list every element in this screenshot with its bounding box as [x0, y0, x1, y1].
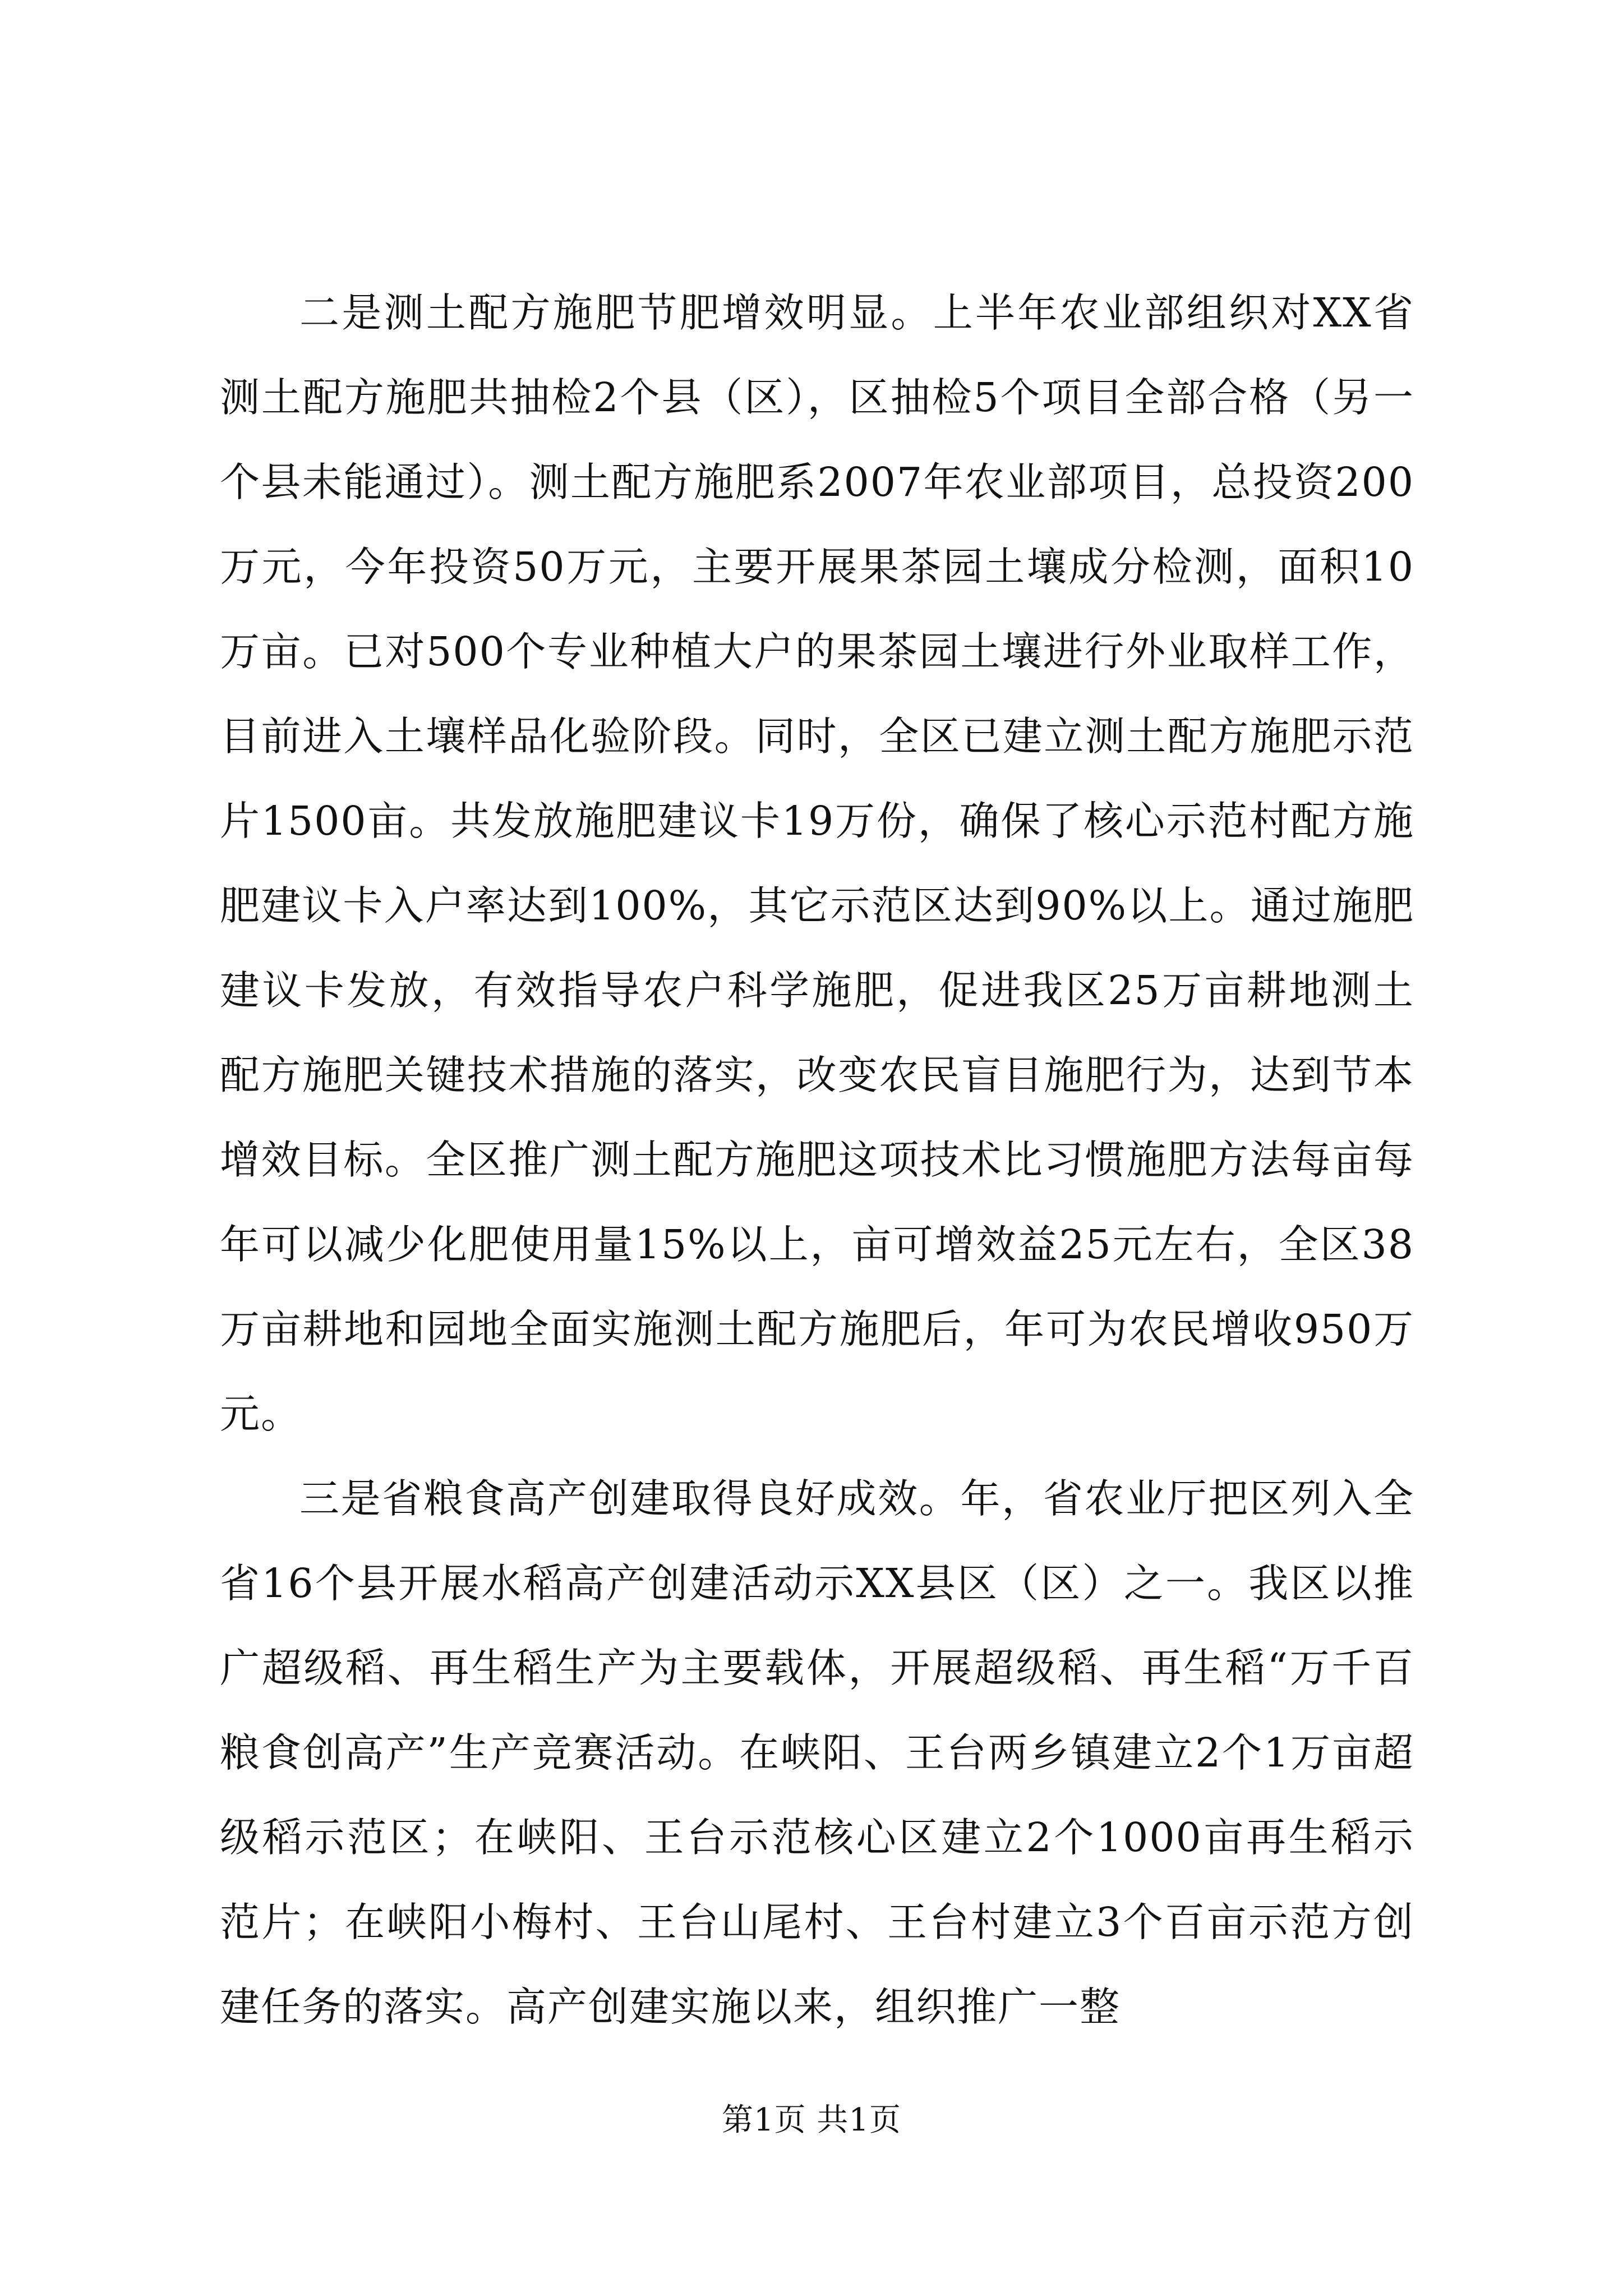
- page-footer: 第1页 共1页: [721, 2102, 902, 2138]
- paragraph-grain-high-yield: 三是省粮食高产创建取得良好成效。年，省农业厅把区列入全省16个县开展水稻高产创建活动示XX县区（区）之一。我区以推广超级稻、再生稻生产为主要载体，开展超级稻、再生稻“万千百粮食创高产”生产竞赛活动。在峡阳、王台两乡镇建立2个1万亩超级稻示范区；在峡阳、王台示范核心区建立2个1000亩再生稻示范片；在峡阳小梅村、王台山尾村、王台村建立3个百亩示范方创建任务的落实。高产创建实施以来，组织推广一整: [220, 1475, 1414, 2030]
- document-body: [220, 270, 1414, 2049]
- paragraph-soil-testing-fertilization: 二是测土配方施肥节肥增效明显。上半年农业部组织对XX省测土配方施肥共抽检2个县（区），区抽检5个项目全部合格（另一个县未能通过）。测土配方施肥系2007年农业部项目，总投资200万元，今年投资50万元，主要开展果茶园土壤成分检测，面积10万亩。已对500个专业种植大户的果茶园土壤进行外业取样工作，目前进入土壤样品化验阶段。同时，全区已建立测土配方施肥示范片1500亩。共发放施肥建议卡19万份，确保了核心示范村配方施肥建议卡入户率达到100%，其它示范区达到90%以上。通过施肥建议卡发放，有效指导农户科学施肥，促进我区25万亩耕地测土配方施肥关键技术措施的落实，改变农民盲目施肥行为，达到节本增效目标。全区推广测土配方施肥这项技术比习惯施肥方法每亩每年可以减少化肥使用量15%以上，亩可增效益25元左右，全区38万亩耕地和园地全面实施测土配方施肥后，年可为农民增收950万元。: [220, 289, 1414, 1437]
